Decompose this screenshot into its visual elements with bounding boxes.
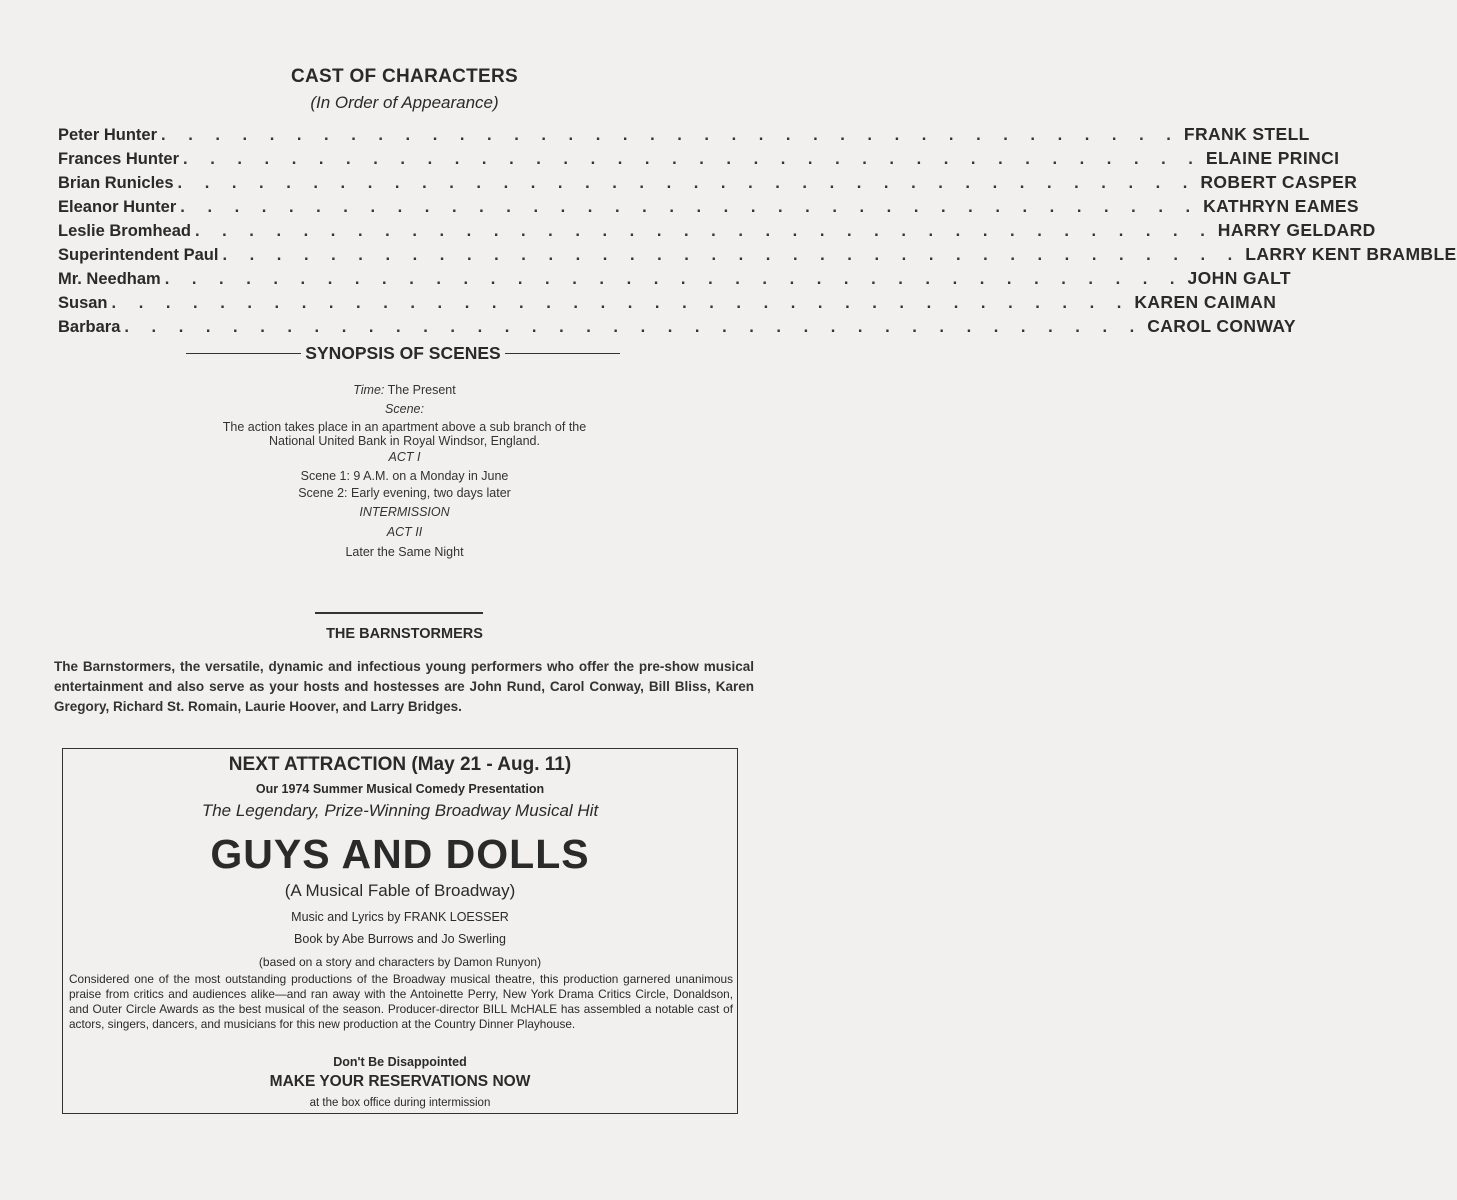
leader-dots: . . . . . . . . . . . . . . . . . . . . . . . . . . . . . . . . . . . . . . <box>161 126 1180 144</box>
actor-name: HARRY GELDARD <box>1217 220 1376 240</box>
leader-dots: . . . . . . . . . . . . . . . . . . . . . . . . . . . . . . . . . . . . . . <box>194 222 1214 240</box>
reservations-callout: MAKE YOUR RESERVATIONS NOW <box>269 1073 531 1090</box>
cast-row <box>58 244 1457 268</box>
show-subtitle: (A Musical Fable of Broadway) <box>284 881 516 900</box>
act-2-description: Later the Same Night <box>345 545 464 559</box>
next-attraction-heading: NEXT ATTRACTION (May 21 - Aug. 11) <box>228 754 572 775</box>
cast-list <box>58 124 1457 340</box>
role-name: Peter Hunter <box>58 126 158 144</box>
scene-label: Scene: <box>385 402 424 416</box>
show-title: GUYS AND DOLLS <box>210 831 590 877</box>
leader-dots: . . . . . . . . . . . . . . . . . . . . . . . . . . . . . . . . . . . . . . <box>180 198 1200 216</box>
cast-row <box>58 196 1360 220</box>
next-attraction-box <box>62 748 738 1114</box>
synopsis-title: SYNOPSIS OF SCENES <box>305 343 501 363</box>
cast-row <box>58 172 1358 196</box>
act-1-scene-1: Scene 1: 9 A.M. on a Monday in June <box>300 469 509 483</box>
time-value: The Present <box>387 383 456 397</box>
scene-line-1: The action takes place in an apartment above a sub branch of the <box>222 420 587 434</box>
cast-row <box>58 124 1310 148</box>
role-name: Eleanor Hunter <box>58 198 177 216</box>
barnstormers-text: The Barnstormers, the versatile, dynamic and infectious young performers who offer the pre-show musical entertainment and also serve as your hosts and hostesses are John Rund, Carol Conway, Bill Bliss, Karen Gregory, Richard St. Romain, Laurie Hoover, and Larry Bridges. <box>54 659 754 714</box>
actor-name: KAREN CAIMAN <box>1134 292 1277 312</box>
leader-dots: . . . . . . . . . . . . . . . . . . . . . . . . . . . . . . . . . . . . . . <box>183 150 1202 168</box>
act-1-scene-2: Scene 2: Early evening, two days later <box>298 486 511 500</box>
cast-row <box>58 148 1340 172</box>
book-credit: Book by Abe Burrows and Jo Swerling <box>294 932 506 946</box>
box-office-note: at the box office during intermission <box>309 1097 491 1109</box>
next-attraction-subheading: Our 1974 Summer Musical Comedy Presentation <box>255 782 545 796</box>
heading-rule-left <box>186 353 301 355</box>
actor-name: LARRY KENT BRAMBLE <box>1245 244 1457 264</box>
scene-line-2: National United Bank in Royal Windsor, England. <box>269 434 540 448</box>
time-label: Time: <box>353 383 385 397</box>
heading-rule-right <box>505 353 620 355</box>
actor-name: JOHN GALT <box>1187 268 1291 288</box>
role-name: Leslie Bromhead <box>58 222 191 240</box>
dont-be-disappointed: Don't Be Disappointed <box>333 1055 467 1069</box>
actor-name: KATHRYN EAMES <box>1203 196 1360 216</box>
act-1-label: ACT I <box>388 450 421 464</box>
leader-dots: . . . . . . . . . . . . . . . . . . . . . . . . . . . . . . . . . . . . . . <box>222 246 1242 264</box>
actor-name: ELAINE PRINCI <box>1205 148 1340 168</box>
leader-dots: . . . . . . . . . . . . . . . . . . . . . . . . . . . . . . . . . . . . . . <box>164 270 1184 288</box>
section-divider <box>315 612 483 614</box>
actor-name: ROBERT CASPER <box>1200 172 1358 192</box>
cast-row <box>58 268 1291 292</box>
leader-dots: . . . . . . . . . . . . . . . . . . . . . . . . . . . . . . . . . . . . . . <box>124 318 1144 336</box>
source-credit: (based on a story and characters by Damon Runyon) <box>258 955 542 969</box>
cast-title: CAST OF CHARACTERS <box>290 66 519 87</box>
act-2-label: ACT II <box>386 525 423 539</box>
role-name: Frances Hunter <box>58 150 180 168</box>
cast-row <box>58 292 1277 316</box>
cast-row <box>58 316 1296 340</box>
show-description: Considered one of the most outstanding productions of the Broadway musical theatre, this production garnered unanimous praise from critics and audiences alike—and ran away with the Antoinette Perry, New York Drama Critics Circle, Donaldson, and Outer Circle Awards as the best musical of the season. Producer-director BILL McHALE has assembled a notable cast of actors, singers, dancers, and musicians for this new production at the Country Dinner Playhouse. <box>69 972 733 1031</box>
cast-subtitle: (In Order of Appearance) <box>310 93 499 112</box>
role-name: Susan <box>58 294 108 312</box>
synopsis-heading <box>186 343 620 364</box>
role-name: Barbara <box>58 318 121 336</box>
actor-name: CAROL CONWAY <box>1147 316 1296 336</box>
synopsis-time <box>0 383 809 397</box>
role-name: Brian Runicles <box>58 174 174 192</box>
leader-dots: . . . . . . . . . . . . . . . . . . . . . . . . . . . . . . . . . . . . . . <box>177 174 1197 192</box>
role-name: Mr. Needham <box>58 270 161 288</box>
next-attraction-tagline: The Legendary, Prize-Winning Broadway Musical Hit <box>201 801 599 820</box>
role-name: Superintendent Paul <box>58 246 219 264</box>
intermission-label: INTERMISSION <box>359 505 450 519</box>
barnstormers-title: THE BARNSTORMERS <box>326 626 483 642</box>
music-credit: Music and Lyrics by FRANK LOESSER <box>291 910 509 924</box>
actor-name: FRANK STELL <box>1183 124 1310 144</box>
cast-row <box>58 220 1376 244</box>
leader-dots: . . . . . . . . . . . . . . . . . . . . . . . . . . . . . . . . . . . . . . <box>111 294 1131 312</box>
